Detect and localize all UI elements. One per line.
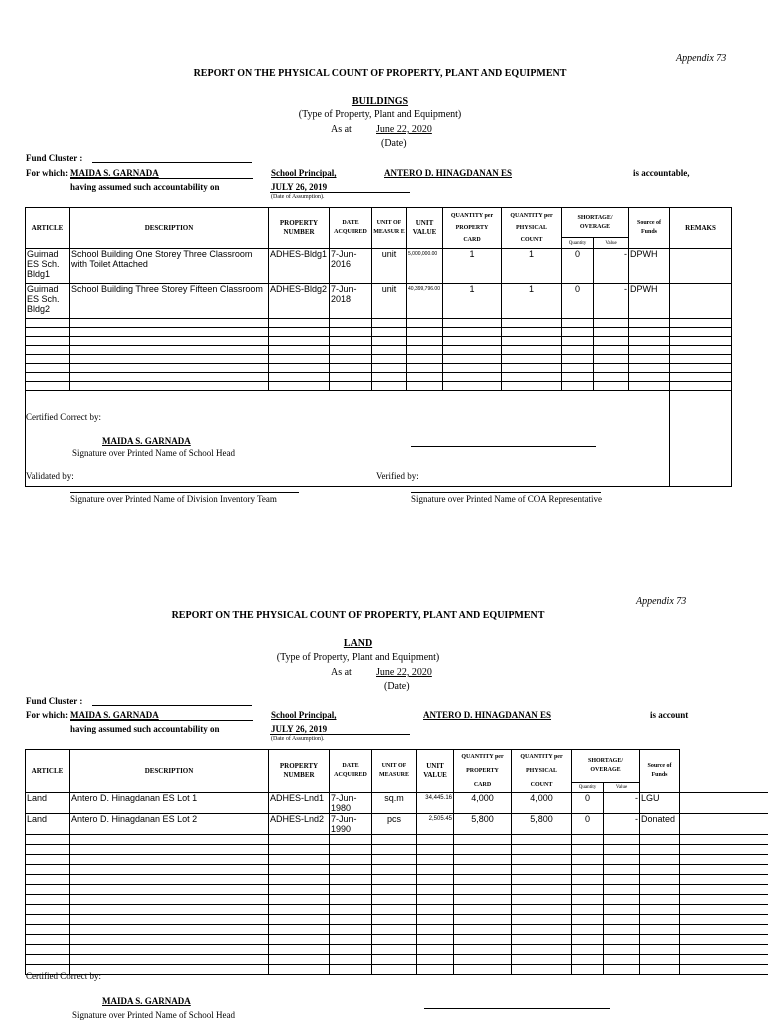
date-caption: (Date) [381,138,407,149]
cell-property-number: ADHES-Lnd2 [269,814,330,835]
for-which-label: For which: [26,710,69,720]
ppe-type: BUILDINGS [351,96,409,107]
report-title: REPORT ON THE PHYSICAL COUNT OF PROPERTY, PLANT AND EQUIPMENT [171,610,545,621]
assumed-label: having assumed such accountability on [70,182,220,192]
header-source-funds: Source of Funds [640,750,680,793]
is-accountable: is account [650,710,689,720]
school-name: ANTERO D. HINAGDANAN ES [384,168,513,178]
cell-source: DPWH [629,284,670,319]
cell-qty-card: 1 [443,284,502,319]
cell-unit: unit [372,249,407,284]
cell-article: Land [26,814,70,835]
cell-date-acquired: 7-Jun-2016 [330,249,372,284]
cell-short-val: - [594,284,629,319]
header-shortage: SHORTAGE/ OVERAGE [562,208,629,238]
header-unit-value: UNIT VALUE [407,208,443,249]
header-property-number: PROPERTY NUMBER [269,208,330,249]
appendix-label: Appendix 73 [676,53,727,64]
cell-unit: unit [372,284,407,319]
assumed-caption: (Date of Assumption). [271,194,325,200]
assumed-line [270,734,410,735]
header-unit-value: UNIT VALUE [417,750,454,793]
land-table [25,749,768,975]
validated-label: Validated by: [26,471,74,481]
cell-property-number: ADHES-Bldg1 [269,249,330,284]
as-at-date: June 22, 2020 [376,667,432,678]
cell-qty-count: 4,000 [512,793,572,814]
as-at-date: June 22, 2020 [376,124,432,135]
header-date-acquired: DATE ACQUIRED [330,208,372,249]
report-title: REPORT ON THE PHYSICAL COUNT OF PROPERTY, PLANT AND EQUIPMENT [193,68,567,79]
header-qty-count: QUANTITY per PHYSICAL COUNT [512,750,572,793]
is-accountable: is accountable, [633,168,690,178]
verified-sign-line [411,492,601,493]
certified-label: Certified Correct by: [26,412,101,422]
cell-remarks [670,284,732,319]
verified-label: Verified by: [376,471,419,481]
cell-description: Antero D. Hinagdanan ES Lot 1 [70,793,269,814]
for-which-label: For which: [26,168,69,178]
cell-unit: pcs [372,814,417,835]
name-line [70,720,253,721]
header-quantity: Quantity [562,238,594,249]
header-remarks: REMAKS [670,208,732,249]
assumed-label: having assumed such accountability on [70,724,220,734]
cell-article: Guimad ES Sch. Bldg1 [26,249,70,284]
cell-article: Land [26,793,70,814]
cell-qty-count: 1 [502,284,562,319]
school-head-name: MAIDA S. GARNADA [102,436,191,446]
cell-short-qty: 0 [572,793,604,814]
certified-sign-line [411,446,596,447]
cell-property-number: ADHES-Bldg2 [269,284,330,319]
header-property-number: PROPERTY NUMBER [269,750,330,793]
cell-article: Guimad ES Sch. Bldg2 [26,284,70,319]
certified-sign-line [424,1008,610,1009]
header-qty-card: QUANTITY per PROPERTY CARD [443,208,502,249]
school-head-caption: Signature over Printed Name of School Head [72,448,235,458]
table-row [26,249,732,284]
header-description: DESCRIPTION [70,208,269,249]
cell-remarks [670,249,732,284]
cell-qty-card: 4,000 [454,793,512,814]
position: School Principal, [271,168,337,178]
cell-short-val: - [604,793,640,814]
header-source-funds: Source of Funds [629,208,670,249]
school-head-caption: Signature over Printed Name of School Head [72,1010,235,1020]
cell-unit-value: 5,000,000.00 [407,249,443,284]
cell-source: LGU [640,793,680,814]
type-caption: (Type of Property, Plant and Equipment) [298,109,462,120]
accountable-name: MAIDA S. GARNADA [70,168,159,178]
as-at-label: As at [331,667,352,678]
validated-caption: Signature over Printed Name of Division Inventory Team [70,494,277,504]
cell-qty-count: 1 [502,249,562,284]
cell-qty-card: 1 [443,249,502,284]
cell-description: School Building One Storey Three Classroom with Toilet Attached [70,249,269,284]
fund-cluster-label: Fund Cluster : [26,153,83,163]
cell-unit-value: 34,445.16 [417,793,454,814]
header-value: Value [594,238,629,249]
cell-unit-value: 2,505.45 [417,814,454,835]
validated-sign-line [70,492,299,493]
date-caption: (Date) [384,681,410,692]
cell-date-acquired: 7-Jun-1980 [330,793,372,814]
header-unit-measure: UNIT OF MEASUR E [372,208,407,249]
verified-caption: Signature over Printed Name of COA Representative [411,494,602,504]
cell-short-qty: 0 [572,814,604,835]
header-article: ARTICLE [26,208,70,249]
cell-short-val: - [594,249,629,284]
fund-cluster-line [92,162,252,163]
header-date-acquired: DATE ACQUIRED [330,750,372,793]
appendix-label: Appendix 73 [636,596,687,607]
assumed-date: JULY 26, 2019 [271,182,328,192]
cell-source: Donated [640,814,680,835]
cell-property-number: ADHES-Lnd1 [269,793,330,814]
cell-date-acquired: 7-Jun-1990 [330,814,372,835]
school-name: ANTERO D. HINAGDANAN ES [423,710,552,720]
cell-qty-card: 5,800 [454,814,512,835]
header-qty-card: QUANTITY per PROPERTY CARD [454,750,512,793]
header-quantity: Quantity [572,783,604,793]
cell-short-val: - [604,814,640,835]
ppe-type: LAND [343,638,373,649]
fund-cluster-line [92,705,252,706]
cell-short-qty: 0 [562,249,594,284]
cell-date-acquired: 7-Jun-2018 [330,284,372,319]
header-description: DESCRIPTION [70,750,269,793]
position: School Principal, [271,710,337,720]
header-value: Value [604,783,640,793]
school-head-name: MAIDA S. GARNADA [102,996,191,1006]
cell-unit-value: 40,399,796.00 [407,284,443,319]
header-qty-count: QUANTITY per PHYSICAL COUNT [502,208,562,249]
cell-description: School Building Three Storey Fifteen Classroom [70,284,269,319]
cell-source: DPWH [629,249,670,284]
assumed-date: JULY 26, 2019 [271,724,328,734]
header-unit-measure: UNIT OF MEASURE [372,750,417,793]
cell-short-qty: 0 [562,284,594,319]
assumed-caption: (Date of Assumption). [271,736,325,742]
cell-qty-count: 5,800 [512,814,572,835]
table-row [26,793,768,814]
as-at-label: As at [331,124,352,135]
table-row [26,814,768,835]
cell-unit: sq.m [372,793,417,814]
accountable-name: MAIDA S. GARNADA [70,710,159,720]
assumed-line [270,192,410,193]
certified-label: Certified Correct by: [26,971,101,981]
fund-cluster-label: Fund Cluster : [26,696,83,706]
type-caption: (Type of Property, Plant and Equipment) [276,652,440,663]
header-shortage: SHORTAGE/ OVERAGE [572,750,640,783]
cell-description: Antero D. Hinagdanan ES Lot 2 [70,814,269,835]
header-article: ARTICLE [26,750,70,793]
name-line [70,178,253,179]
table-row [26,284,732,319]
